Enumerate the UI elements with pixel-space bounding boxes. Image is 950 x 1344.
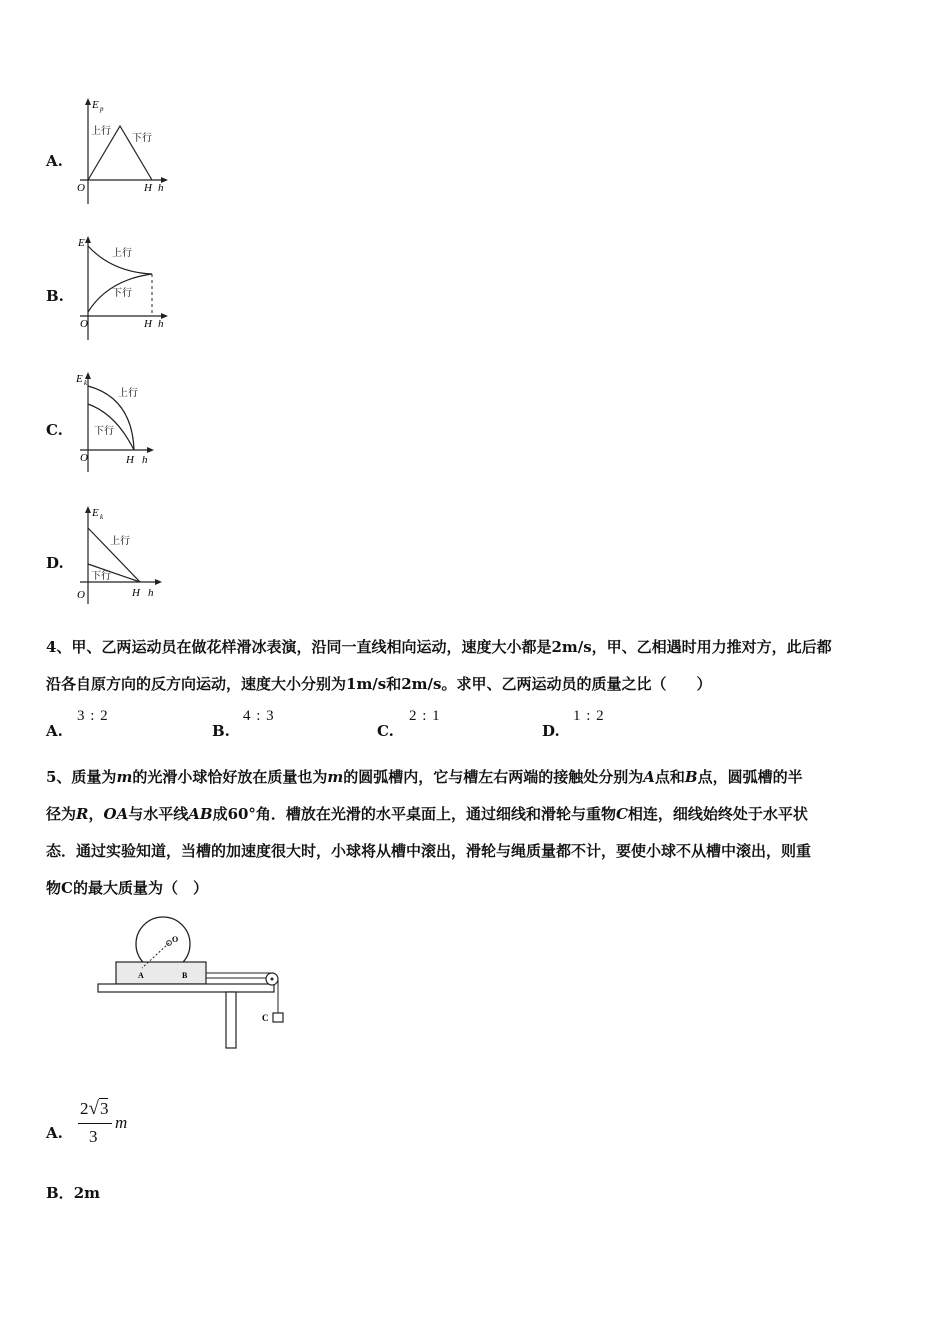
sqrt-icon: √	[88, 1098, 99, 1119]
q5-l2-comma: ，	[88, 805, 104, 823]
y-arrow	[85, 372, 91, 379]
q4-option-d-letter: D.	[542, 722, 560, 740]
y-arrow	[85, 506, 91, 513]
q4-option-c-letter: C.	[377, 722, 394, 740]
H-label: H	[144, 318, 152, 330]
var-C: C	[615, 805, 628, 823]
q5-option-b-letter: B．	[46, 1184, 74, 1202]
y-label: E	[92, 99, 99, 111]
q4-option-a-value: 3 : 2	[77, 708, 109, 724]
pulley-axle	[271, 978, 274, 981]
q4-option-b-letter: B.	[212, 722, 230, 740]
q5-l1-e: 点，圆弧槽的半	[697, 768, 803, 786]
option-a-label: A.	[46, 152, 63, 170]
q4-option-a-letter: A.	[46, 722, 63, 740]
weight-c	[273, 1013, 283, 1022]
var-B: B	[684, 768, 698, 786]
origin-label: O	[77, 182, 85, 194]
h-label: h	[148, 587, 154, 599]
q4-option-b-value: 4 : 3	[243, 708, 275, 724]
q5-l2-d: 相连，细线始终处于水平状	[627, 805, 808, 823]
q5-l1-c: 的圆弧槽内，它与槽左右两端的接触处分别为	[343, 768, 644, 786]
y-sub: k	[100, 513, 104, 521]
label-O: O	[172, 935, 179, 944]
H-label: H	[132, 587, 140, 599]
label-A: A	[138, 971, 144, 980]
q5-l2-b: 与水平线	[128, 805, 189, 823]
num-radicand: 3	[99, 1099, 109, 1118]
var-m: m	[115, 1113, 128, 1132]
h-label: h	[158, 182, 164, 194]
q5-l1-a: 5、质量为	[46, 768, 117, 786]
x-arrow	[155, 579, 162, 585]
up-label: 上行	[91, 126, 111, 137]
q5-figure	[94, 916, 294, 1054]
y-arrow	[85, 236, 91, 243]
y-label: E	[76, 373, 83, 385]
var-m: m	[116, 768, 133, 786]
option-d-label: D.	[46, 554, 64, 572]
q5-l2-a: 径为	[46, 805, 77, 823]
graph-c	[72, 368, 172, 476]
q4-option-c-value: 2 : 1	[409, 708, 441, 724]
q5-line2	[46, 796, 908, 833]
up-label: 上行	[118, 388, 138, 399]
num-coef: 2	[80, 1099, 89, 1118]
y-label: E	[78, 237, 85, 249]
down-label: 下行	[132, 133, 152, 144]
up-label: 上行	[112, 248, 132, 259]
h-label: h	[142, 454, 148, 466]
q5-text	[46, 759, 908, 907]
option-b-label: B.	[46, 287, 64, 305]
q5-l1-b: 的光滑小球恰好放在质量也为	[132, 768, 328, 786]
down-label: 下行	[91, 571, 111, 582]
q4-text	[46, 629, 908, 703]
q5-line4: 物C的最大质量为（ ）	[46, 879, 208, 897]
var-R: R	[76, 805, 89, 823]
q5-l1-d: 点和	[654, 768, 685, 786]
y-label: E	[92, 507, 99, 519]
table-leg	[226, 992, 236, 1048]
q5-option-b-value: 2m	[73, 1184, 100, 1202]
q5-option-a-letter: A.	[46, 1124, 63, 1142]
fraction-bar	[78, 1123, 112, 1124]
groove-block	[116, 962, 206, 984]
var-OA: OA	[103, 805, 129, 823]
option-c-label: C.	[46, 421, 63, 439]
H-label: H	[144, 182, 152, 194]
q5-line3: 态．通过实验知道，当槽的加速度很大时，小球将从槽中滚出，滑轮与绳质量都不计，要使小球不从槽中滚出，则重	[46, 842, 812, 860]
down-label: 下行	[112, 288, 132, 299]
q4-line1: 4、甲、乙两运动员在做花样滑冰表演，沿同一直线相向运动，速度大小都是2m/s，甲、乙相遇时用力推对方，此后都	[46, 638, 832, 656]
origin-label: O	[80, 452, 88, 464]
q5-line1	[46, 759, 908, 796]
up-label: 上行	[110, 536, 130, 547]
y-arrow	[85, 98, 91, 105]
table-top	[98, 984, 274, 992]
graph-d	[72, 502, 172, 608]
fraction-numerator	[80, 1098, 108, 1120]
var-A: A	[643, 768, 655, 786]
graph-b	[72, 232, 182, 344]
q5-l2-c: 成60°角．槽放在光滑的水平桌面上，通过细线和滑轮与重物	[212, 805, 616, 823]
q4-line2: 沿各自原方向的反方向运动，速度大小分别为1m/s和2m/s。求甲、乙两运动员的质量之比（ ）	[46, 675, 712, 693]
y-sub: p	[100, 105, 104, 113]
label-C: C	[262, 1013, 269, 1023]
var-AB: AB	[188, 805, 213, 823]
y-sub: k	[84, 379, 88, 387]
q4-option-d-value: 1 : 2	[573, 708, 605, 724]
x-arrow	[147, 447, 154, 453]
H-label: H	[126, 454, 134, 466]
origin-label: O	[80, 318, 88, 330]
graph-a	[72, 96, 182, 208]
fraction-denominator: 3	[89, 1127, 98, 1146]
down-label: 下行	[94, 426, 114, 437]
origin-label: O	[77, 589, 85, 601]
var-m: m	[327, 768, 344, 786]
label-B: B	[182, 971, 188, 980]
h-label: h	[158, 318, 164, 330]
q5-option-b	[46, 1182, 100, 1203]
